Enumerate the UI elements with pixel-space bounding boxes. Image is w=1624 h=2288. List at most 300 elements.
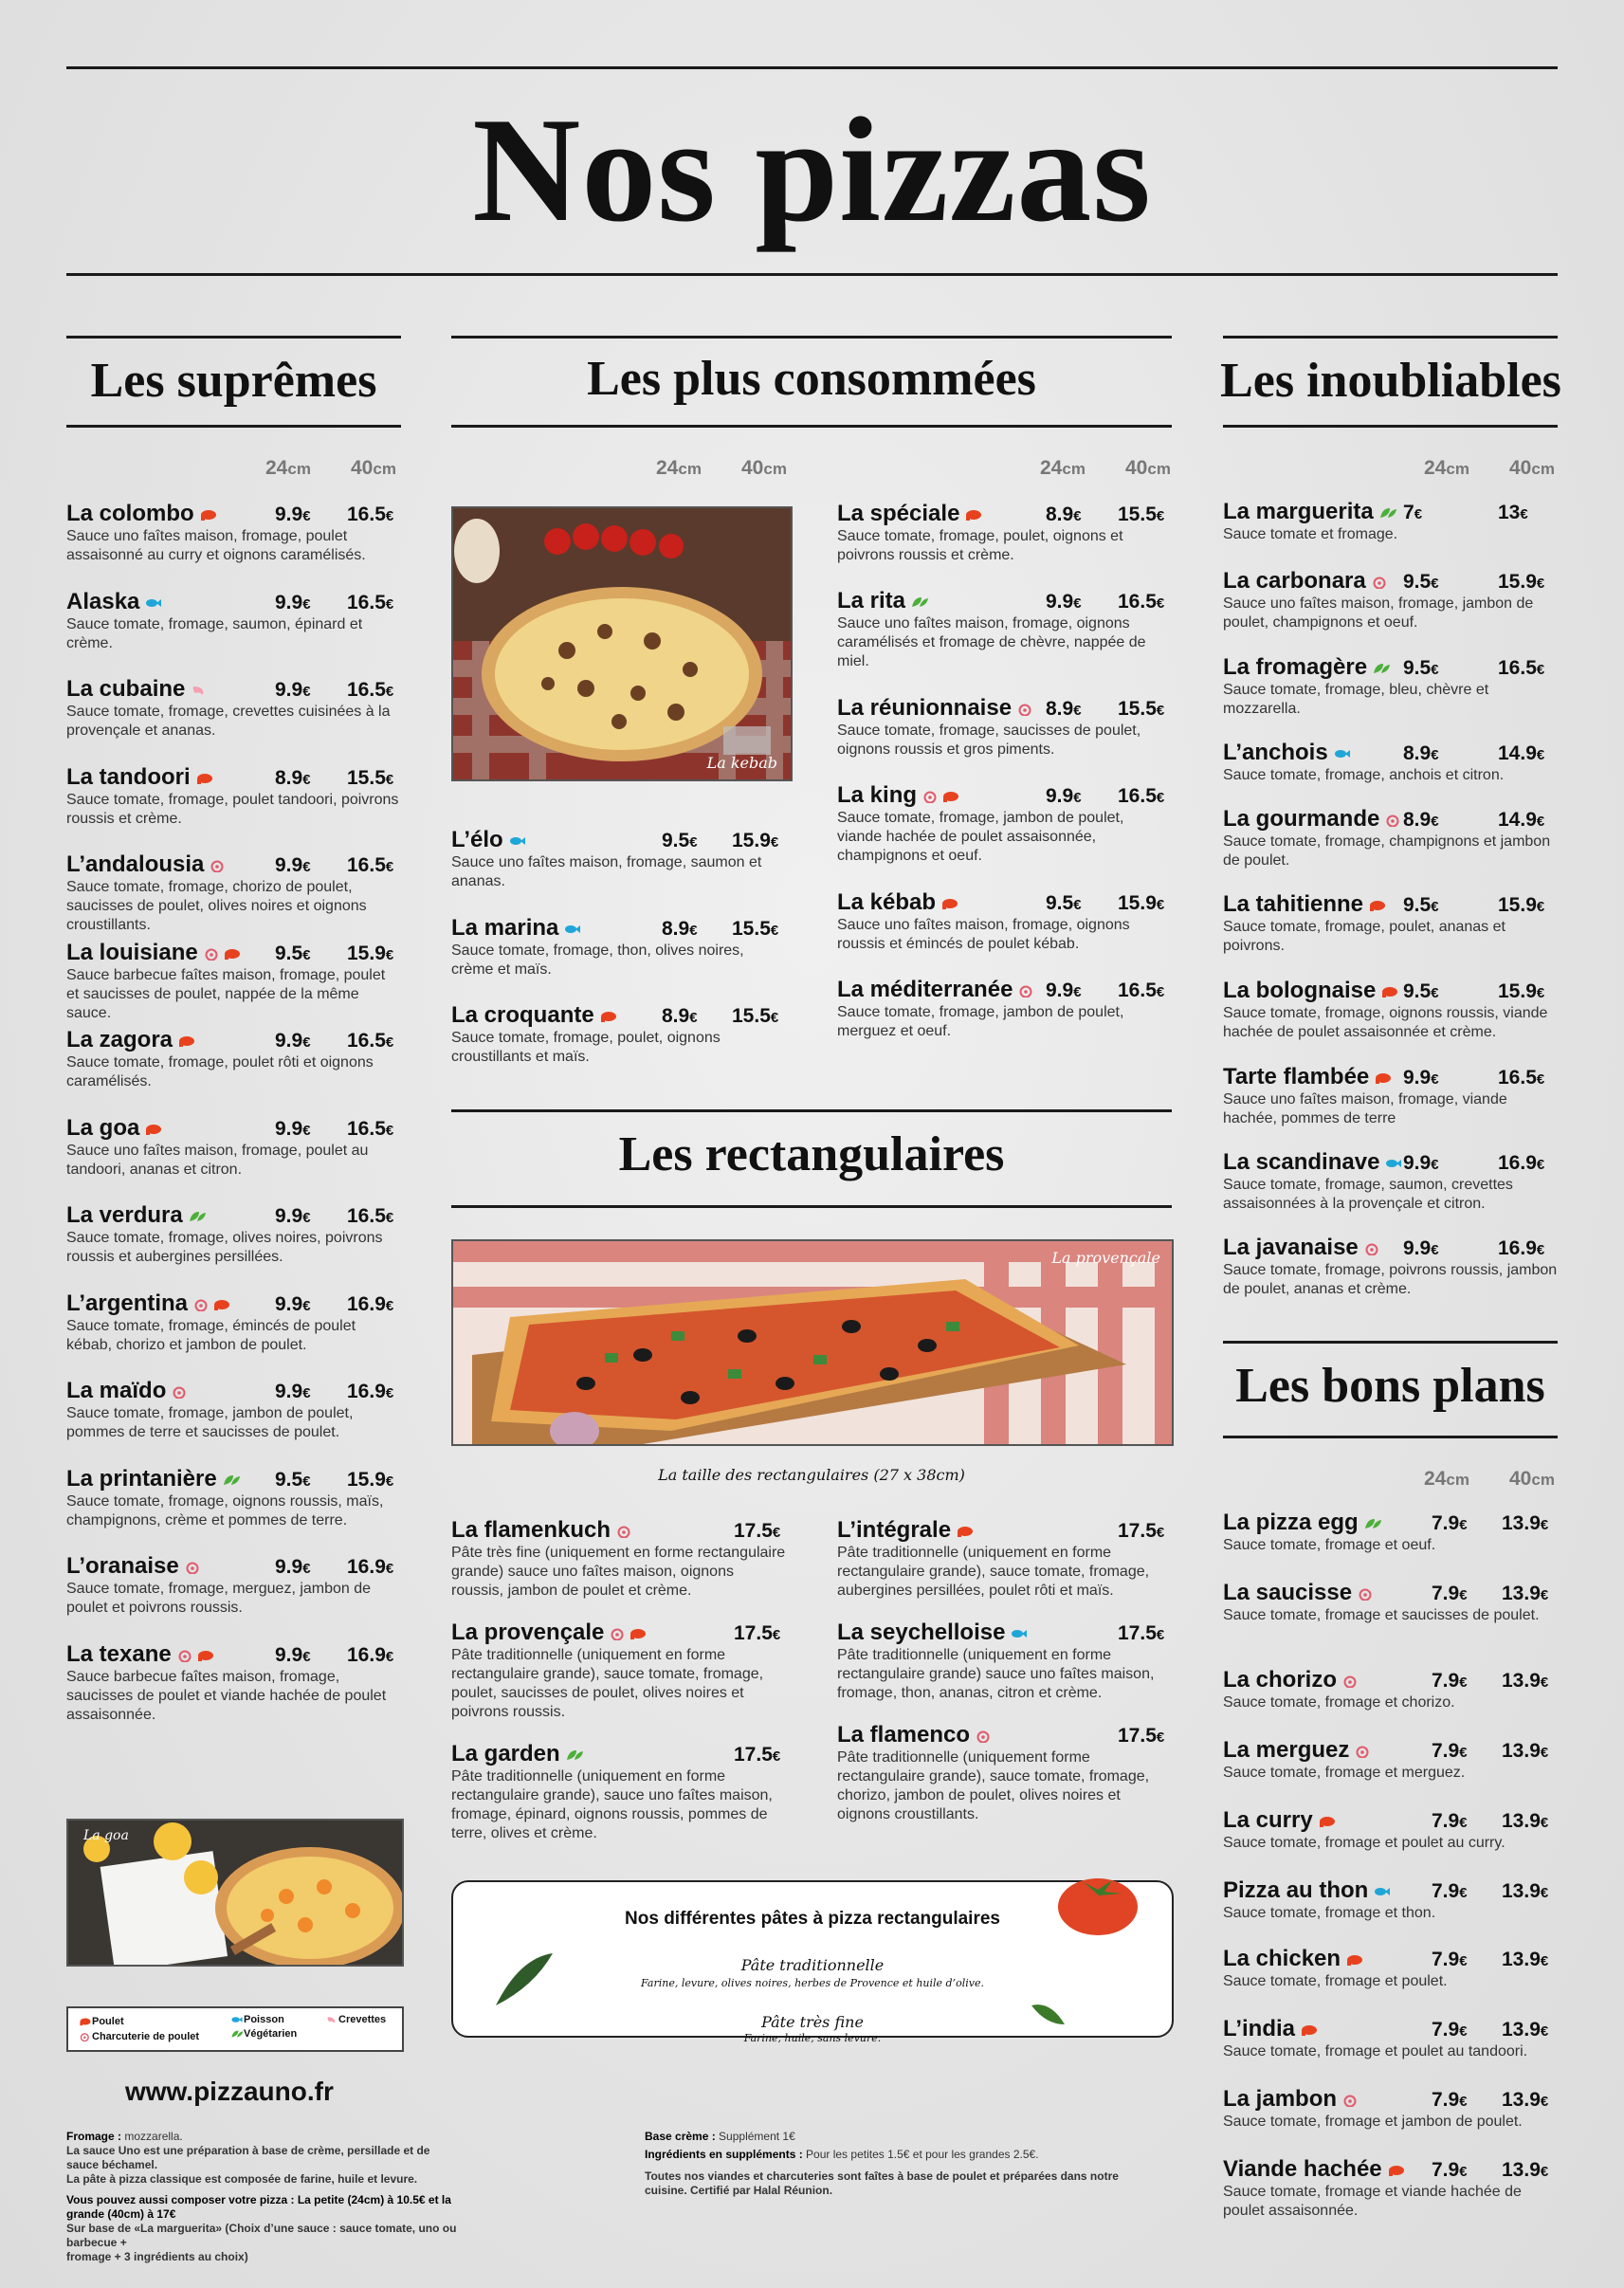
pizza-description: Sauce tomate, fromage, oignons roussis, maïs, champignons, crème et pommes de terre.	[66, 1492, 384, 1528]
charcuterie-icon	[1384, 814, 1403, 827]
pizza-name: La bolognaise	[1223, 978, 1399, 1005]
price-large: 13€	[1498, 502, 1528, 523]
pizza-description: Sauce tomate, fromage, chorizo de poulet, saucisses de poulet, olives noires et oignons croustillants.	[66, 879, 367, 933]
section-title-supremes: Les suprêmes	[90, 354, 377, 408]
inoubliables-item[interactable]	[1223, 806, 1558, 870]
price-small: 9.5€	[275, 942, 311, 964]
goa-pizza-photo	[66, 1819, 404, 1967]
bons-plans-item[interactable]	[1223, 2086, 1558, 2132]
doughs-title: Nos différentes pâtes à pizza rectangulaires	[625, 1909, 1000, 1929]
price-large: 16.5€	[347, 1030, 394, 1052]
tomato-icon	[1055, 1871, 1140, 1937]
price-small: 9.9€	[275, 679, 311, 701]
charcuterie-icon	[975, 1730, 994, 1743]
size-header-large: 40cm	[1509, 1468, 1555, 1490]
pizza-name: La tahitienne	[1223, 891, 1387, 919]
pizza-name: La colombo	[66, 501, 218, 528]
pizza-name: La verdura	[66, 1202, 207, 1230]
price-large: 15.9€	[732, 830, 779, 851]
poulet-icon	[1374, 1071, 1393, 1085]
pizza-description: Sauce uno faîtes maison, fromage, jambon de poulet, champignons et oeuf.	[1223, 595, 1534, 631]
pizza-description: Sauce tomate, fromage, olives noires, poivrons roussis et aubergines persillées.	[66, 1230, 383, 1265]
price-small: 8.9€	[662, 1005, 698, 1027]
pizza-name: La goa	[66, 1115, 163, 1143]
price-small: 9.9€	[275, 854, 311, 876]
price-small: 9.5€	[1403, 980, 1439, 1002]
price-small: 9.5€	[275, 1468, 311, 1491]
pizza-description: Sauce tomate, fromage, poulet, ananas et poivrons.	[1223, 919, 1505, 954]
pizza-name: La flamenco	[837, 1722, 994, 1749]
rectangulaires-top-rule	[451, 1109, 1172, 1112]
doughs-info-box	[451, 1880, 1174, 2044]
pizza-name: La louisiane	[66, 940, 242, 967]
legend-crevettes: Crevettes	[324, 2014, 338, 2025]
price-large: 15.5€	[732, 917, 779, 940]
inoubliables-item[interactable]	[1223, 891, 1558, 956]
dough-fine-desc: Farine, huile, sans levure.	[743, 2032, 882, 2044]
inoubliables-top-rule	[1223, 336, 1558, 339]
consommees-top-rule	[451, 336, 1172, 339]
supremes-top-rule	[66, 336, 401, 339]
pizza-name: La marguerita	[1223, 499, 1397, 526]
pizza-description: Pâte très fine (uniquement en forme rectangulaire grande) sauce uno faîtes maison, oignons roussis, jambon de poulet et crème.	[451, 1545, 786, 1599]
price-large: 16.5€	[1498, 657, 1545, 679]
price-large: 17.5€	[1118, 1520, 1165, 1542]
consommees-item[interactable]	[451, 827, 789, 891]
price-large: 16.5€	[347, 503, 394, 525]
poulet-icon	[1368, 899, 1387, 912]
price-large: 14.9€	[1498, 809, 1545, 831]
supremes-item[interactable]	[66, 1115, 401, 1180]
price-large: 16.9€	[347, 1643, 394, 1666]
pizza-description: Sauce tomate, fromage, champignons et jambon de poulet.	[1223, 833, 1551, 869]
rectangulaires-item[interactable]	[451, 1620, 789, 1722]
pizza-name: L’intégrale	[837, 1517, 975, 1545]
price-small: 8.9€	[1403, 809, 1439, 831]
price-large: 13.9€	[1502, 2019, 1549, 2041]
poulet-icon	[956, 1525, 975, 1538]
price-small: 9.9€	[275, 1643, 311, 1666]
vegetarien-icon	[910, 595, 929, 609]
bons-plans-item[interactable]	[1223, 1877, 1558, 1923]
price-small: 9.9€	[1046, 591, 1082, 613]
charcuterie-icon	[1354, 1745, 1373, 1758]
inoubliables-item[interactable]	[1223, 568, 1558, 632]
pizza-name: La scandinave	[1223, 1149, 1403, 1177]
pizza-description: Sauce tomate, fromage, crevettes cuisinées à la provençale et ananas.	[66, 704, 391, 739]
pizza-name: La jambon	[1223, 2086, 1360, 2114]
poulet-icon	[964, 508, 983, 522]
kebab-photo-caption: La kebab	[706, 754, 777, 772]
website-link[interactable]: www.pizzauno.fr	[125, 2077, 334, 2106]
price-large: 16.9€	[347, 1381, 394, 1402]
pizza-description: Sauce uno faîtes maison, fromage, poulet au tandoori, ananas et citron.	[66, 1142, 369, 1178]
price-large: 13.9€	[1502, 2089, 1549, 2111]
consommees-item[interactable]	[837, 977, 1172, 1041]
supremes-item[interactable]	[66, 676, 401, 741]
goa-photo-caption: La goa	[83, 1828, 129, 1843]
pizza-name: La saucisse	[1223, 1580, 1376, 1607]
legend-charcuterie: Charcuterie de poulet	[78, 2031, 92, 2042]
pizza-name: La chicken	[1223, 1946, 1364, 1973]
charcuterie-icon	[176, 1649, 195, 1662]
bons-plans-top-rule	[1223, 1341, 1558, 1344]
pizza-name: La tandoori	[66, 764, 214, 792]
crevettes-icon	[325, 2015, 338, 2024]
price-large: 16.5€	[1498, 1067, 1545, 1089]
consommees-item[interactable]	[837, 782, 1172, 866]
pizza-name: La curry	[1223, 1807, 1337, 1835]
footnotes-left: Fromage : mozzarella. La sauce Uno est une préparation à base de crème, persillade et de sauce béchamel. La pâte à pizza classique est composée de farine, huile et levure. Vous pouvez aussi composer votre pizza : La petite (24cm) à 10.5€ et la grande (40cm) à 17€ Sur base de «La marguerita» (Choix d’une sauce : sauce tomate, uno ou barbecue + fromage + 3 ingrédients au choix)	[66, 2130, 457, 2263]
supremes-item[interactable]	[66, 1641, 401, 1725]
pizza-description: Sauce uno faîtes maison, fromage, oignons roussis et émincés de poulet kébab.	[837, 917, 1130, 952]
pizza-description: Sauce barbecue faîtes maison, fromage, poulet et saucisses de poulet, nappée de la même sauce.	[66, 966, 386, 1021]
title-top-rule	[66, 66, 1558, 69]
pizza-description: Sauce tomate, fromage et jambon de poulet.	[1223, 2114, 1523, 2130]
section-title-inoubliables: Les inoubliables	[1220, 354, 1561, 408]
price-small: 9.9€	[275, 1381, 311, 1402]
consommees-item[interactable]	[837, 695, 1172, 760]
rectangulaires-item[interactable]	[837, 1722, 1172, 1824]
supremes-item[interactable]	[66, 1290, 401, 1355]
price-small: 8.9€	[275, 766, 311, 789]
price-small: 8.9€	[662, 917, 698, 940]
poisson-icon	[1010, 1627, 1029, 1640]
size-header-large: 40cm	[351, 457, 396, 479]
poisson-icon	[230, 2015, 244, 2024]
poisson-icon	[1373, 1885, 1392, 1898]
pizza-name: La pizza egg	[1223, 1510, 1382, 1537]
poulet-icon	[195, 772, 214, 785]
pizza-description: Sauce uno faîtes maison, fromage, viande hachée, pommes de terre	[1223, 1091, 1507, 1126]
price-small: 7.9€	[1432, 1949, 1468, 1970]
poulet-icon	[1318, 1815, 1337, 1828]
pizza-name: L’andalousia	[66, 851, 228, 879]
dough-trad-desc: Farine, levure, olives noires, herbes de Provence et huile d’olive.	[641, 1977, 984, 1989]
poisson-icon	[1333, 747, 1352, 760]
bons-plans-item[interactable]	[1223, 2016, 1558, 2061]
pizza-description: Sauce tomate, fromage, jambon de poulet, merguez et oeuf.	[837, 1004, 1124, 1039]
rectangulaires-item[interactable]	[837, 1517, 1172, 1601]
price-large: 15.9€	[1498, 894, 1545, 916]
size-header-large: 40cm	[741, 457, 787, 479]
supremes-item[interactable]	[66, 940, 401, 1023]
price-large: 16.5€	[347, 1117, 394, 1140]
pizza-name: La fromagère	[1223, 654, 1391, 682]
inoubliables-item[interactable]	[1223, 740, 1558, 785]
poulet-icon	[940, 897, 959, 910]
price-large: 13.9€	[1502, 1949, 1549, 1970]
vegetarien-icon	[222, 1473, 241, 1487]
bons-plans-item[interactable]	[1223, 1580, 1558, 1625]
price-small: 7.9€	[1432, 2089, 1468, 2111]
price-small: 7.9€	[1432, 2159, 1468, 2181]
pizza-name: La marina	[451, 915, 582, 943]
price-small: 9.9€	[275, 591, 311, 613]
section-title-rectangulaires: Les rectangulaires	[618, 1127, 1005, 1181]
price-small: 9.9€	[275, 1205, 311, 1227]
price-large: 15.5€	[1118, 503, 1165, 525]
price-small: 9.5€	[1403, 657, 1439, 679]
pepper-icon	[1027, 1996, 1074, 2034]
price-large: 16.5€	[347, 591, 394, 613]
price-large: 15.9€	[1498, 980, 1545, 1002]
pizza-description: Sauce tomate, fromage et poulet au tandoori.	[1223, 2043, 1528, 2059]
price-large: 17.5€	[734, 1744, 781, 1766]
pizza-name: Tarte flambée	[1223, 1064, 1393, 1091]
price-small: 7.9€	[1432, 1670, 1468, 1692]
pizza-name: La seychelloise	[837, 1620, 1029, 1647]
title-bottom-rule	[66, 273, 1558, 276]
pizza-description: Pâte traditionnelle (uniquement en forme rectangulaire grande), sauce tomate, fromage, aubergines persillées, poulet rôti et maïs.	[837, 1545, 1150, 1599]
pizza-description: Sauce tomate, fromage, anchois et citron.	[1223, 767, 1505, 783]
price-small: 7.9€	[1432, 1880, 1468, 1902]
price-large: 15.5€	[1118, 698, 1165, 720]
pizza-description: Sauce tomate, fromage, jambon de poulet, pommes de terre et saucisses de poulet.	[66, 1405, 354, 1440]
price-large: 16.5€	[1118, 979, 1165, 1001]
price-small: 7.9€	[1432, 1740, 1468, 1762]
price-small: 8.9€	[1046, 698, 1082, 720]
pizza-name: La maïdo	[66, 1378, 190, 1405]
rectangulaires-item[interactable]	[451, 1517, 789, 1601]
supremes-item[interactable]	[66, 1553, 401, 1618]
charcuterie-icon	[1016, 703, 1035, 716]
vegetarien-icon	[188, 1210, 207, 1223]
provencale-pizza-photo	[451, 1239, 1174, 1446]
charcuterie-icon	[1357, 1587, 1376, 1601]
pizza-description: Sauce tomate, fromage, oignons roussis, viande hachée de poulet assaisonnée et crème.	[1223, 1005, 1548, 1040]
price-large: 13.9€	[1502, 1670, 1549, 1692]
pizza-description: Sauce tomate, fromage, poulet, oignons et poivrons roussis et crème.	[837, 528, 1123, 563]
price-small: 8.9€	[1046, 503, 1082, 525]
bons-plans-item[interactable]	[1223, 1807, 1558, 1853]
poulet-icon	[144, 1123, 163, 1136]
poisson-icon	[563, 923, 582, 936]
legend-vegetarien: Végétarien	[229, 2028, 244, 2040]
pizza-description: Sauce tomate, fromage et merguez.	[1223, 1765, 1466, 1781]
pizza-name: Pizza au thon	[1223, 1877, 1392, 1905]
rectangulaires-size-note: La taille des rectangulaires (27 x 38cm)	[658, 1466, 965, 1484]
price-large: 17.5€	[1118, 1622, 1165, 1644]
consommees-bottom-rule	[451, 425, 1172, 428]
price-small: 9.9€	[275, 1030, 311, 1052]
basil-leaf-icon	[491, 1949, 557, 2015]
consommees-item[interactable]	[837, 501, 1172, 565]
pizza-name: Viande hachée	[1223, 2156, 1406, 2184]
icon-legend	[66, 2006, 404, 2052]
poisson-icon	[508, 834, 527, 848]
pizza-name: La garden	[451, 1741, 584, 1768]
consommees-item[interactable]	[837, 889, 1172, 954]
poulet-icon	[629, 1627, 648, 1640]
section-title-bons-plans: Les bons plans	[1235, 1359, 1545, 1413]
inoubliables-item[interactable]	[1223, 1149, 1558, 1214]
poulet-icon	[177, 1034, 196, 1048]
vegetarien-icon	[1378, 506, 1397, 520]
pizza-name: La méditerranée	[837, 977, 1036, 1004]
pizza-description: Sauce tomate, fromage, merguez, jambon de poulet et poivrons roussis.	[66, 1581, 372, 1616]
pizza-name: L’anchois	[1223, 740, 1352, 767]
price-large: 15.9€	[347, 1468, 394, 1491]
kebab-pizza-image	[453, 508, 791, 779]
pizza-name: L’india	[1223, 2016, 1319, 2043]
poulet-icon	[941, 790, 960, 803]
price-large: 17.5€	[734, 1520, 781, 1542]
pizza-name: La cubaine	[66, 676, 209, 704]
price-small: 9.9€	[1403, 1152, 1439, 1174]
size-header-small: 24cm	[1424, 1468, 1469, 1490]
vegetarien-icon	[1372, 662, 1391, 675]
pizza-name: La flamenkuch	[451, 1517, 634, 1545]
price-large: 16.9€	[347, 1556, 394, 1578]
pizza-name: La carbonara	[1223, 568, 1390, 595]
poulet-icon	[223, 947, 242, 961]
vegetarien-icon	[230, 2029, 244, 2039]
pizza-description: Sauce tomate, fromage, poulet tandoori, poivrons roussis et crème.	[66, 791, 399, 827]
pizza-name: La gourmande	[1223, 806, 1403, 833]
price-large: 16.5€	[1118, 785, 1165, 807]
charcuterie-icon	[609, 1627, 628, 1640]
pizza-name: La rita	[837, 588, 929, 615]
inoubliables-item[interactable]	[1223, 1235, 1558, 1299]
pizza-description: Sauce tomate, fromage, poulet rôti et oignons caramélisés.	[66, 1054, 374, 1089]
pizza-name: La texane	[66, 1641, 215, 1669]
price-large: 13.9€	[1502, 1810, 1549, 1832]
pizza-name: La kébab	[837, 889, 959, 917]
supremes-item[interactable]	[66, 1027, 401, 1091]
poulet-icon	[1387, 2164, 1406, 2177]
size-header-small: 24cm	[265, 457, 311, 479]
footnotes-right: Base crème : Supplément 1€ Ingrédients en suppléments : Pour les petites 1.5€ et pour les grandes 2.5€. Toutes nos viandes et charcuteries sont faîtes à base de poulet et préparées dans notre cuisine. Certifié par Halal Réunion.	[645, 2130, 1119, 2197]
bons-plans-item[interactable]	[1223, 2156, 1558, 2221]
supremes-item[interactable]	[66, 501, 401, 565]
page-title: Nos pizzas	[472, 87, 1152, 253]
price-small: 7.9€	[1432, 1810, 1468, 1832]
dough-fine-name: Pâte très fine	[761, 2013, 864, 2031]
pizza-description: Sauce tomate, fromage, poivrons roussis, jambon de poulet, ananas et crème.	[1223, 1262, 1558, 1297]
charcuterie-icon	[171, 1385, 190, 1399]
poulet-icon	[212, 1298, 231, 1311]
price-large: 16.9€	[1498, 1237, 1545, 1259]
bons-plans-item[interactable]	[1223, 1737, 1558, 1783]
size-header-large: 40cm	[1125, 457, 1171, 479]
price-small: 9.5€	[1403, 571, 1439, 593]
pizza-description: Sauce tomate, fromage, saucisses de poulet, oignons roussis et gros piments.	[837, 723, 1141, 758]
charcuterie-icon	[615, 1525, 634, 1538]
poulet-icon	[1380, 985, 1399, 998]
consommees-item[interactable]	[451, 915, 789, 979]
vegetarien-icon	[565, 1748, 584, 1762]
poulet-icon	[79, 2017, 92, 2026]
bons-plans-item[interactable]	[1223, 1667, 1558, 1712]
charcuterie-icon	[1017, 984, 1036, 998]
pizza-description: Sauce tomate, fromage et poulet.	[1223, 1973, 1448, 1989]
price-large: 13.9€	[1502, 1740, 1549, 1762]
price-large: 16.9€	[1498, 1152, 1545, 1174]
price-small: 9.9€	[275, 1117, 311, 1140]
price-large: 16.5€	[347, 854, 394, 876]
pizza-description: Sauce uno faîtes maison, fromage, poulet assaisonné au curry et oignons caramélisés.	[66, 528, 366, 563]
pizza-description: Sauce tomate, fromage, thon, olives noires, crème et maïs.	[451, 942, 744, 978]
supremes-item[interactable]	[66, 589, 401, 653]
poulet-icon	[199, 508, 218, 522]
pizza-description: Sauce tomate, fromage, poulet, oignons croustillants et maïs.	[451, 1030, 721, 1065]
supremes-item[interactable]	[66, 851, 401, 935]
pizza-description: Pâte traditionnelle (uniquement en forme rectangulaire grande), sauce uno faîtes maison, fromage, épinard, oignons roussis, pommes de terre, olives et crème.	[451, 1768, 773, 1841]
section-title-consommees: Les plus consommées	[587, 352, 1036, 406]
pizza-description: Sauce tomate, fromage et viande hachée de poulet assaisonnée.	[1223, 2184, 1522, 2219]
pizza-description: Sauce tomate, fromage et poulet au curry.	[1223, 1835, 1505, 1851]
size-header-small: 24cm	[656, 457, 702, 479]
price-large: 13.9€	[1502, 1880, 1549, 1902]
pizza-description: Sauce tomate, fromage et saucisses de poulet.	[1223, 1607, 1540, 1623]
charcuterie-icon	[203, 947, 222, 961]
pizza-name: L’oranaise	[66, 1553, 203, 1581]
inoubliables-bottom-rule	[1223, 425, 1558, 428]
pizza-description: Sauce barbecue faîtes maison, fromage, saucisses de poulet et viande hachée de poulet assaisonnée.	[66, 1668, 387, 1723]
supremes-item[interactable]	[66, 1466, 401, 1530]
supremes-item[interactable]	[66, 764, 401, 829]
provencale-photo-caption: La provençale	[1051, 1249, 1160, 1267]
crevettes-icon	[190, 684, 209, 697]
price-large: 17.5€	[734, 1622, 781, 1644]
pizza-name: Alaska	[66, 589, 163, 616]
supremes-item[interactable]	[66, 1202, 401, 1267]
price-large: 16.5€	[1118, 591, 1165, 613]
price-small: 9.5€	[662, 830, 698, 851]
poulet-icon	[1345, 1953, 1364, 1967]
pizza-name: L’argentina	[66, 1290, 231, 1318]
pizza-description: Sauce tomate, fromage et chorizo.	[1223, 1694, 1455, 1711]
pizza-description: Sauce tomate, fromage, émincés de poulet kébab, chorizo et jambon de poulet.	[66, 1317, 356, 1353]
pizza-description: Sauce tomate, fromage, saumon, crevettes assaisonnées à la provençale et citron.	[1223, 1177, 1513, 1212]
inoubliables-item[interactable]	[1223, 499, 1558, 544]
consommees-item[interactable]	[451, 1002, 789, 1067]
price-large: 16.5€	[347, 679, 394, 701]
price-small: 9.9€	[1403, 1237, 1439, 1259]
supremes-item[interactable]	[66, 1378, 401, 1442]
pizza-description: Sauce uno faîtes maison, fromage, saumon et ananas.	[451, 854, 762, 889]
pizza-name: La provençale	[451, 1620, 648, 1647]
pizza-description: Pâte traditionnelle (uniquement forme rectangulaire grande), sauce tomate, fromage, chorizo, jambon de poulet, olives noires et oignons croustillants.	[837, 1749, 1150, 1822]
bons-plans-bottom-rule	[1223, 1436, 1558, 1438]
dough-trad-name: Pâte traditionnelle	[740, 1956, 885, 1974]
bons-plans-item[interactable]	[1223, 1946, 1558, 1991]
inoubliables-item[interactable]	[1223, 654, 1558, 719]
pizza-description: Sauce tomate, fromage, jambon de poulet, viande hachée de poulet assaisonnée, champignons et oeuf.	[837, 810, 1124, 864]
size-header-small: 24cm	[1424, 457, 1469, 479]
poulet-icon	[196, 1649, 215, 1662]
pizza-description: Sauce tomate, fromage et thon.	[1223, 1905, 1436, 1921]
price-large: 15.5€	[732, 1005, 779, 1027]
rectangulaires-item[interactable]	[837, 1620, 1172, 1703]
charcuterie-icon	[184, 1561, 203, 1574]
pizza-description: Pâte traditionnelle (uniquement en forme rectangulaire grande), sauce tomate, fromage, poulet, saucisses de poulet, olives noires et poivrons roussis.	[451, 1647, 764, 1720]
pizza-name: La spéciale	[837, 501, 983, 528]
charcuterie-icon	[209, 859, 228, 872]
pizza-description: Sauce tomate, fromage, bleu, chèvre et mozzarella.	[1223, 682, 1489, 717]
consommees-item[interactable]	[837, 588, 1172, 671]
rectangulaires-item[interactable]	[451, 1741, 789, 1843]
inoubliables-item[interactable]	[1223, 1064, 1558, 1128]
price-large: 15.5€	[347, 766, 394, 789]
poulet-icon	[599, 1010, 618, 1023]
vegetarien-icon	[1363, 1517, 1382, 1530]
poulet-icon	[1300, 2023, 1319, 2037]
kebab-pizza-photo	[451, 506, 793, 781]
inoubliables-item[interactable]	[1223, 978, 1558, 1042]
bons-plans-item[interactable]	[1223, 1510, 1558, 1555]
